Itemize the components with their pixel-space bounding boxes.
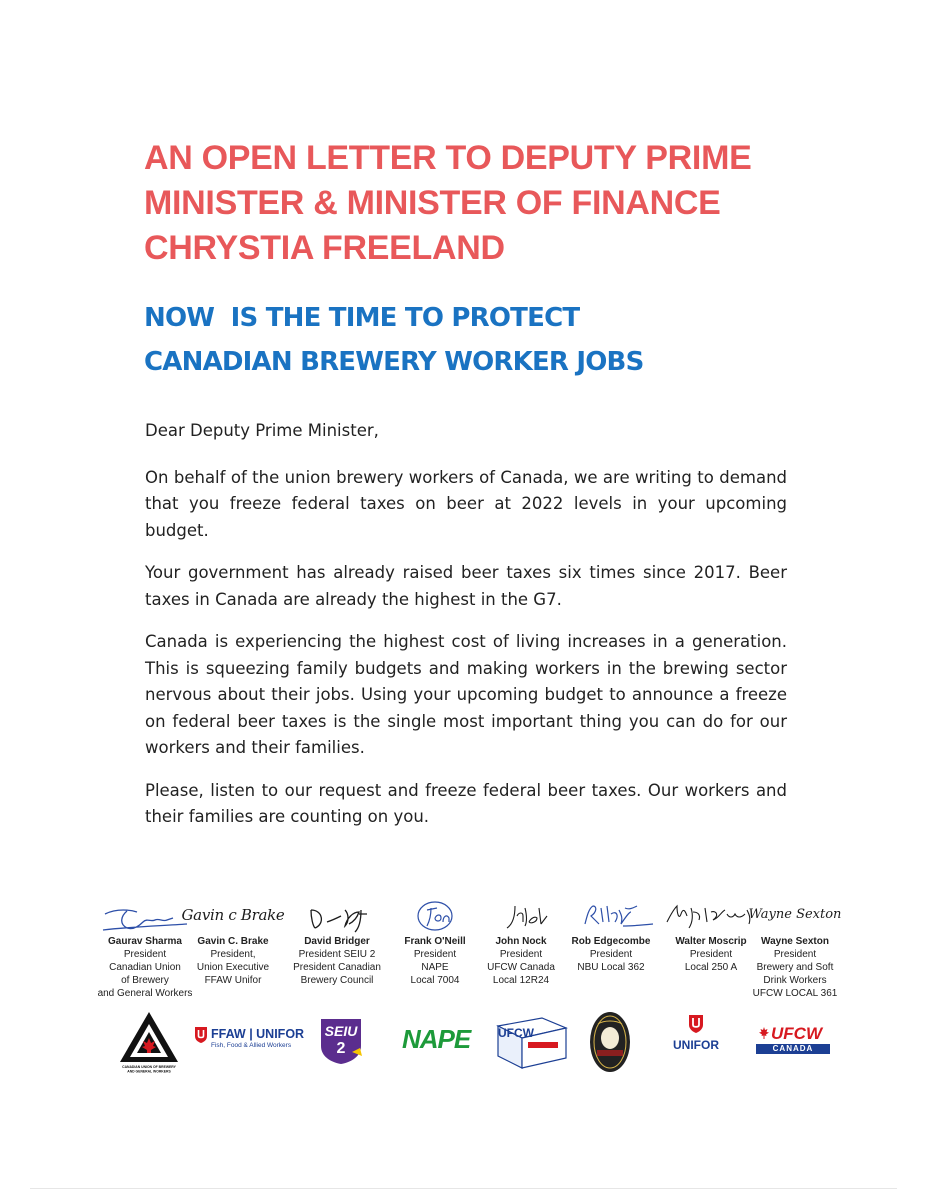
union-logos [90, 1010, 850, 1080]
nape-wordmark: NAPE [402, 1024, 471, 1054]
signatory [556, 900, 666, 974]
body-paragraph: Your government has already raised beer taxes six times since 2017. Beer taxes in Canada are already the highest in the G7. [145, 563, 787, 609]
letter-body [145, 418, 787, 847]
nbu-logo [588, 1010, 632, 1079]
unifor-shield-icon [688, 1014, 704, 1034]
unifor-logo [666, 1014, 726, 1052]
ufcw-box-wordmark: UFCW [498, 1026, 534, 1040]
signature-image [563, 900, 659, 934]
page-edge-line [30, 1188, 897, 1189]
signature-image: Wayne Sexton [748, 907, 842, 922]
seiu-local-number: 2 [336, 1040, 346, 1057]
letter-headline [144, 136, 844, 271]
signature-image: Gavin c Brake [181, 906, 285, 924]
signature-image [289, 900, 385, 934]
unifor-shield-icon [194, 1026, 208, 1044]
signatory-role: President [589, 949, 633, 960]
maple-leaf-icon [116, 1010, 182, 1076]
signatory-role: Brewery Council [300, 975, 374, 986]
subheadline-line: CANADIAN BREWERY WORKER JOBS [144, 347, 644, 377]
signatory-name: Gavin C. Brake [197, 936, 269, 947]
body-paragraph: Canada is experiencing the highest cost of living increases in a generation. This is squeezing family budgets and making workers in the brewing sector nervous about their jobs. Using your upcoming budget to announce a freeze on federal beer taxes is the single most important thing you can do for our workers and their families. [145, 632, 787, 757]
signatory-role: Local 250 A [684, 962, 738, 973]
signatory-role: Union Executive [196, 962, 270, 973]
ffaw-tagline: Fish, Food & Allied Workers [211, 1042, 292, 1049]
signatory-role: President [689, 949, 733, 960]
body-paragraph: On behalf of the union brewery workers of Canada, we are writing to demand that you freeze federal taxes on beer at 2022 levels in your upcoming budget. [145, 467, 787, 540]
salutation: Dear Deputy Prime Minister, [145, 421, 379, 440]
svg-text:AND GENERAL WORKERS: AND GENERAL WORKERS [127, 1069, 171, 1074]
signatory-name: Wayne Sexton [761, 936, 829, 947]
signatory-role: Canadian Union [109, 962, 181, 973]
seiu-logo [318, 1016, 364, 1066]
signatory-role: UFCW Canada [487, 962, 555, 973]
ufcw-canada-band: CANADA [756, 1044, 830, 1054]
signatory-role: President [499, 949, 543, 960]
cubgw-logo [116, 1010, 182, 1081]
signatory-role: President Canadian [293, 962, 381, 973]
signatory-role: NBU Local 362 [577, 962, 645, 973]
signatory-name: Gaurav Sharma [108, 936, 182, 947]
signatory-role: Local 7004 [410, 975, 460, 986]
signatory-role: Drink Workers [763, 975, 827, 986]
ffaw-unifor-wordmark: FFAW | UNIFOR [211, 1027, 305, 1041]
signatory-role: UFCW LOCAL 361 [752, 988, 838, 999]
signatory-role: President [123, 949, 167, 960]
subheadline-line: NOW IS THE TIME TO PROTECT [144, 303, 580, 333]
signatory-role: President SEIU 2 [298, 949, 376, 960]
nape-logo [402, 1024, 470, 1055]
ufcw-canada-wordmark: UFCW [771, 1024, 822, 1043]
signatory-role: Local 12R24 [492, 975, 550, 986]
maple-leaf-icon [758, 1027, 770, 1039]
headline-line: MINISTER & MINISTER OF FINANCE [144, 184, 721, 222]
signatory-role: President [773, 949, 817, 960]
beer-case-icon [492, 1012, 570, 1072]
signatory-role: President [413, 949, 457, 960]
signatory-role: NAPE [421, 962, 449, 973]
signatory [740, 900, 850, 1000]
signatory-name: Rob Edgecombe [571, 936, 651, 947]
headline-line: CHRYSTIA FREELAND [144, 229, 505, 267]
signatory-role: Brewery and Soft [756, 962, 834, 973]
signatory-role: FFAW Unifor [204, 975, 262, 986]
signatory-name: Frank O'Neill [404, 936, 466, 947]
oval-seal-icon [588, 1010, 632, 1074]
svg-text:CANADIAN UNION OF BREWERY: CANADIAN UNION OF BREWERY [122, 1065, 176, 1069]
signature-image [473, 900, 569, 934]
signatory-name: Walter Moscrip [675, 936, 747, 947]
signatory-role: of Brewery [121, 975, 169, 986]
letter-subheadline [144, 296, 844, 384]
signatory [282, 900, 392, 987]
headline-line: AN OPEN LETTER TO DEPUTY PRIME [144, 139, 752, 177]
signatory-name: John Nock [495, 936, 547, 947]
signatory-role: and General Workers [97, 988, 193, 999]
signature-block [90, 900, 850, 1010]
body-paragraph: Please, listen to our request and freeze federal beer taxes. Our workers and their families are counting on you. [145, 780, 787, 826]
seiu-wordmark: SEIU [324, 1023, 358, 1039]
signatory-role: President, [210, 949, 256, 960]
unifor-wordmark: UNIFOR [673, 1038, 719, 1052]
signatory-name: David Bridger [304, 936, 370, 947]
signatory [178, 900, 288, 987]
ufcw-box-logo [492, 1012, 570, 1072]
